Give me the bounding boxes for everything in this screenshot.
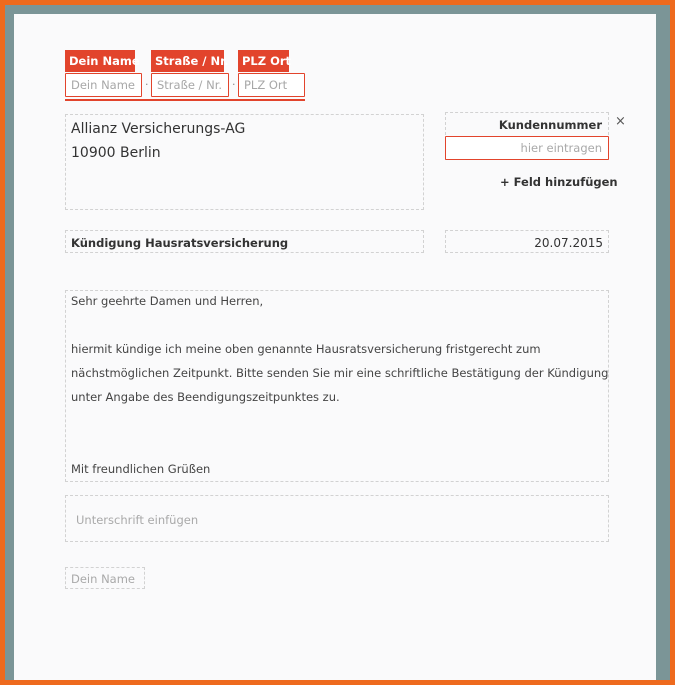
- recipient-name: Allianz Versicherungs-AG: [71, 121, 246, 137]
- customer-number-placeholder: hier eintragen: [520, 141, 602, 155]
- date-text: 20.07.2015: [534, 236, 603, 250]
- sender-name-input[interactable]: Dein Name: [65, 73, 142, 97]
- letter-closing: Mit freundlichen Grüßen: [71, 462, 211, 476]
- date-field[interactable]: [445, 230, 609, 253]
- sender-separator: ·: [232, 78, 236, 91]
- add-field-button[interactable]: + Feld hinzufügen: [500, 175, 618, 189]
- letter-body-field[interactable]: [65, 290, 609, 482]
- sender-street-label: Straße / Nr.: [151, 50, 224, 72]
- close-icon[interactable]: ×: [615, 114, 626, 129]
- sender-city-label: PLZ Ort: [238, 50, 289, 72]
- letter-body-line: nächstmöglichen Zeitpunkt. Bitte senden Sie mir eine schriftliche Bestätigung der Kündigung: [71, 366, 609, 380]
- subject-field[interactable]: [65, 230, 424, 253]
- sender-city-input[interactable]: PLZ Ort: [238, 73, 305, 97]
- signer-name-placeholder: Dein Name: [71, 572, 135, 586]
- sender-underline: [65, 99, 305, 101]
- signer-name-field[interactable]: [65, 567, 145, 589]
- recipient-address-field[interactable]: [65, 114, 424, 210]
- letter-page: [14, 14, 656, 680]
- sender-street-input[interactable]: Straße / Nr.: [151, 73, 229, 97]
- letter-salutation: Sehr geehrte Damen und Herren,: [71, 294, 264, 308]
- subject-text: Kündigung Hausratsversicherung: [71, 236, 289, 250]
- letter-body-line: unter Angabe des Beendigungszeitpunktes zu.: [71, 390, 340, 404]
- sender-name-label: Dein Name: [65, 50, 135, 72]
- recipient-city: 10900 Berlin: [71, 145, 161, 161]
- sender-separator: ·: [145, 78, 149, 91]
- letter-body-line: hiermit kündige ich meine oben genannte Hausratsversicherung fristgerecht zum: [71, 342, 541, 356]
- signature-field[interactable]: [65, 495, 609, 542]
- signature-placeholder: Unterschrift einfügen: [76, 513, 199, 527]
- customer-number-input[interactable]: [445, 136, 609, 160]
- customer-number-label: Kundennummer: [498, 118, 602, 132]
